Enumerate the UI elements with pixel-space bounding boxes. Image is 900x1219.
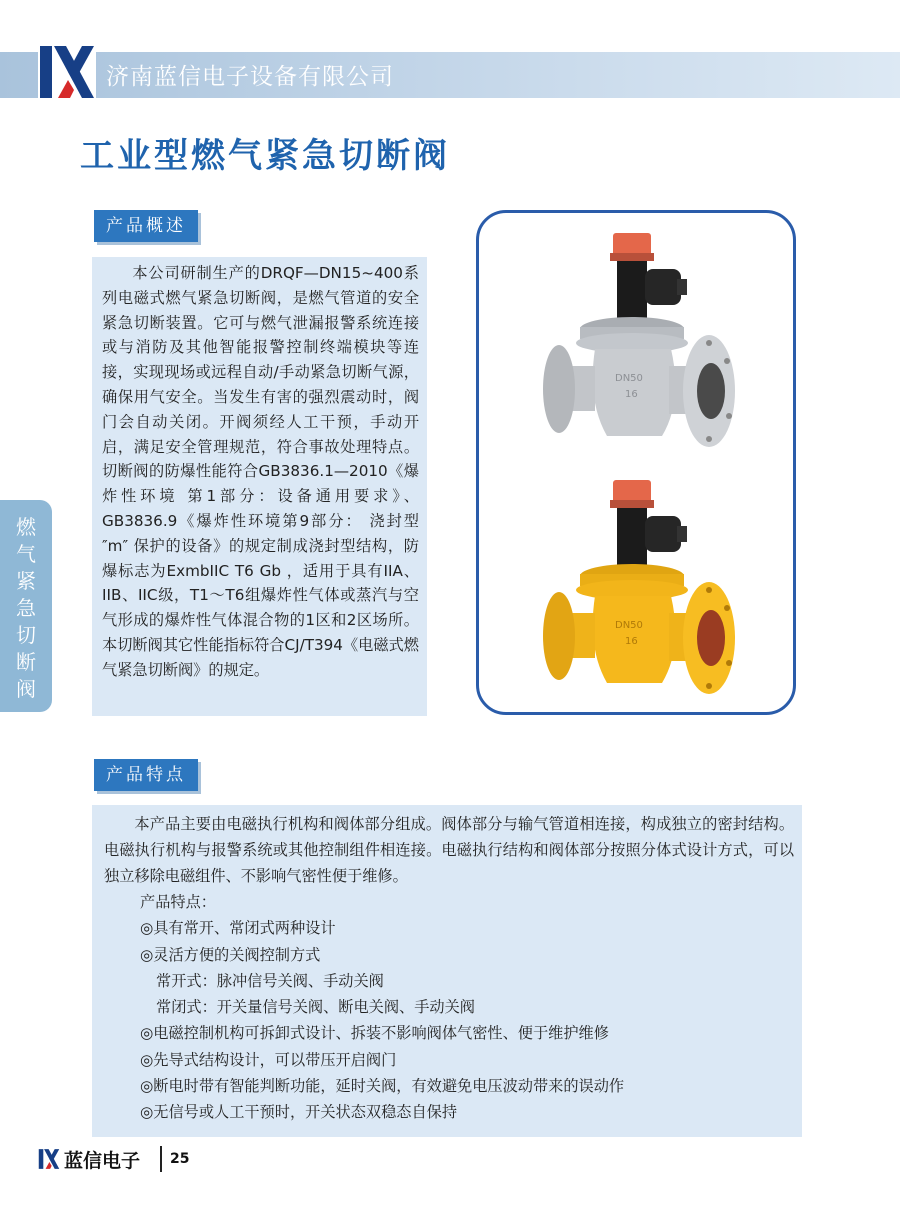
gray-valve-image: [537, 231, 742, 461]
product-image-frame: [476, 210, 796, 715]
company-name: 济南蓝信电子设备有限公司: [106, 64, 394, 90]
bottom-valve-mark-2: 16: [625, 636, 638, 647]
feature-item: ◎无信号或人工干预时，开关状态双稳态自保持: [140, 1103, 458, 1122]
side-tab-char: 断: [16, 650, 36, 674]
side-tab-char: 阀: [16, 677, 36, 701]
side-tab-char: 切: [16, 623, 36, 647]
side-tab-char: 急: [16, 596, 36, 620]
bottom-valve-mark: DN50: [615, 620, 643, 631]
feature-item: ◎灵活方便的关阀控制方式: [140, 945, 321, 964]
top-valve-mark: DN50: [615, 373, 643, 384]
features-heading: 产品特点: [94, 759, 198, 791]
feature-item: ◎断电时带有智能判断功能，延时关阀，有效避免电压波动带来的误动作: [140, 1077, 625, 1096]
lanxin-logo-icon: [38, 44, 96, 100]
feature-item: ◎先导式结构设计，可以带压开启阀门: [140, 1050, 397, 1069]
feature-item: ◎具有常开、常闭式两种设计: [140, 919, 336, 938]
footer-brand: 蓝信电子: [64, 1150, 141, 1172]
overview-text: 本公司研制生产的DRQF—DN15~400系列电磁式燃气紧急切断阀，是燃气管道的安全紧急切断装置。它可与燃气泄漏报警系统连接或与消防及其他智能报警控制终端模块等连接，实现现场或远程自动/手动紧急切断气源，确保用气安全。当发生有害的强烈震动时，阀门会自动关闭。开阀须经人工干预，手动开启，满足安全管理规范，符合事故处理特点。切断阀的防爆性能符合GB3836.1—2010《爆炸性环境 第1部分：设备通用要求》、GB3836.9《爆炸性环境第9部分： 浇封型 ″m″ 保护的设备》的规定制成浇封型结构，防爆标志为ExmbIIC T6 Gb ，适用于具有IIA、IIB、IIC级，T1～T6组爆炸性气体或蒸汽与空气形成的爆炸性气体混合物的1区和2区场所。本切断阀其它性能指标符合CJ/T394《电磁式燃气紧急切断阀》的规定。: [102, 264, 419, 679]
footer-divider: [160, 1146, 162, 1172]
features-list-title: 产品特点：: [140, 893, 216, 911]
features-intro: 本产品主要由电磁执行机构和阀体部分组成。阀体部分与输气管道相连接，构成独立的密封结构。电磁执行机构与报警系统或其他控制组件相连接。电磁执行结构和阀体部分按照分体式设计方式，可以独立移除电磁组件、不影响气密性便于维修。: [104, 815, 794, 885]
side-tab-char: 紧: [16, 569, 36, 593]
side-category-tab: [0, 500, 52, 712]
page-title: 工业型燃气紧急切断阀: [80, 136, 450, 176]
feature-sub-item: 常开式：脉冲信号关阀、手动关阀: [156, 971, 384, 990]
overview-panel: [92, 257, 427, 716]
overview-heading: 产品概述: [94, 210, 198, 242]
footer-logo-icon: [38, 1148, 60, 1170]
page-number: 25: [170, 1151, 190, 1167]
side-tab-char: 气: [16, 542, 36, 566]
top-valve-mark-2: 16: [625, 389, 638, 400]
features-panel: [92, 805, 802, 1137]
yellow-valve-image: [537, 478, 742, 708]
side-tab-char: 燃: [16, 515, 36, 539]
feature-sub-item: 常闭式：开关量信号关阀、断电关阀、手动关阀: [156, 998, 475, 1017]
feature-item: ◎电磁控制机构可拆卸式设计、拆装不影响阀体气密性、便于维护维修: [140, 1024, 609, 1043]
